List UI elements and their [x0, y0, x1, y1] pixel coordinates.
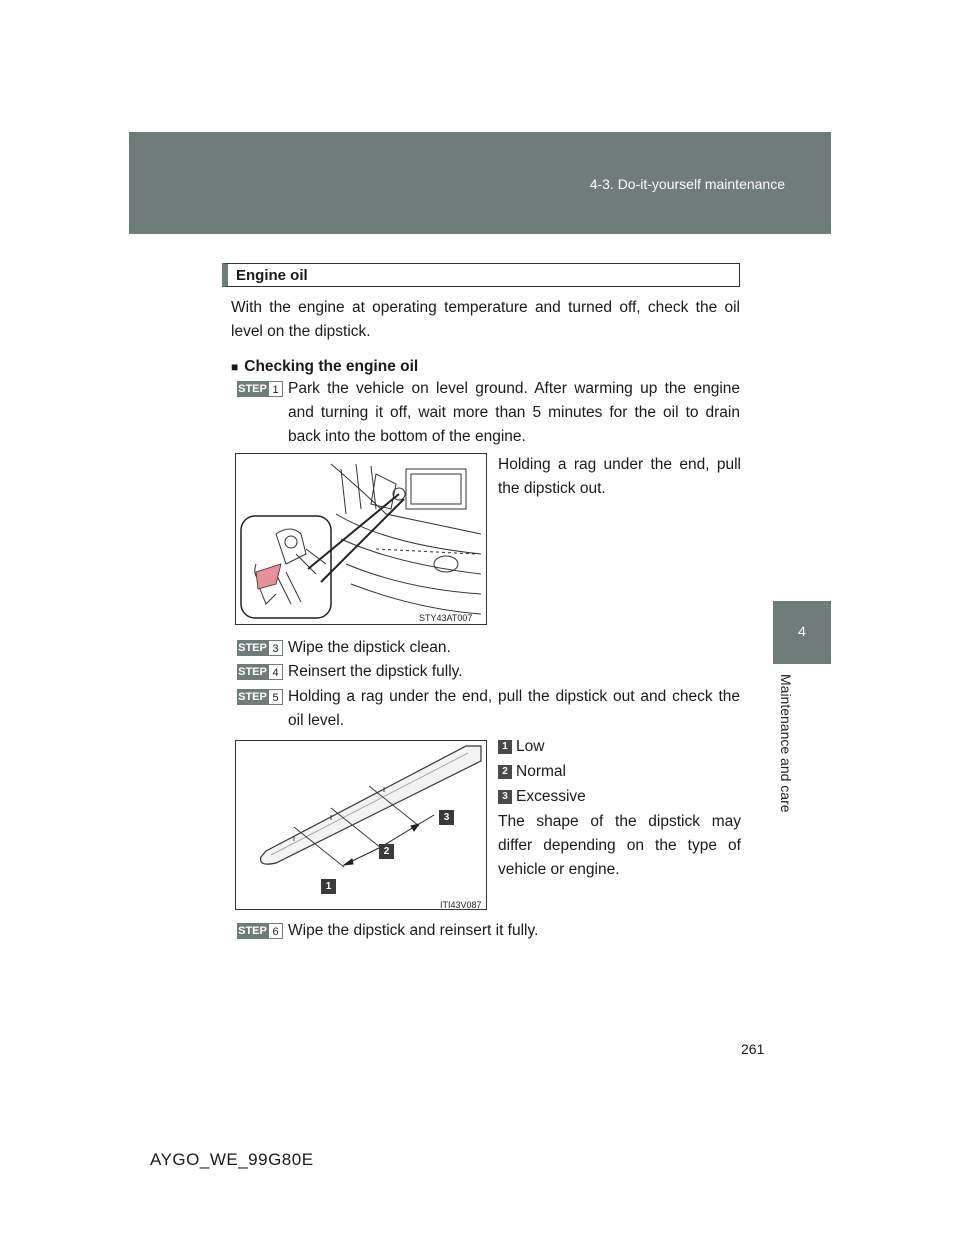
chapter-number: 4 [798, 623, 806, 639]
step-number: 3 [268, 640, 283, 656]
intro-paragraph: With the engine at operating temperature and turned off, check the oil level on the dipstick. [231, 299, 740, 340]
legend-label: Low [516, 738, 545, 755]
step-badge-5 [237, 689, 283, 705]
legend-number: 1 [498, 740, 512, 754]
header-band [129, 132, 831, 234]
chapter-caption-vertical [778, 674, 806, 844]
step-word: STEP [238, 666, 267, 678]
legend-item-excessive [498, 785, 586, 809]
engine-illustration [235, 453, 487, 625]
legend-item-normal [498, 760, 566, 784]
step-6-text: Wipe the dipstick and reinsert it fully. [288, 922, 539, 939]
step-badge-6 [237, 923, 283, 939]
step-number: 1 [268, 381, 283, 397]
section-title-box [222, 263, 740, 287]
dipstick-drawing [236, 741, 486, 909]
step-word: STEP [238, 925, 267, 937]
step-4-text: Reinsert the dipstick fully. [288, 663, 463, 680]
step-badge-3 [237, 640, 283, 656]
step-5-text: Holding a rag under the end, pull the dipstick out and check the oil level. [288, 688, 740, 729]
subheading [231, 358, 418, 376]
dipstick-shape-note: The shape of the dipstick may differ depending on the type of vehicle or engine. [498, 813, 741, 878]
figure-marker-1: 1 [321, 879, 336, 894]
step-1-text: Park the vehicle on level ground. After warming up the engine and turning it off, wait more than 5 minutes for the oil to drain back into the bottom of the engine. [288, 380, 740, 445]
step-number: 4 [268, 664, 283, 680]
figure-code: ITI43V087 [440, 900, 482, 910]
legend-label: Normal [516, 763, 566, 780]
legend-label: Excessive [516, 788, 586, 805]
chapter-section-label: 4-3. Do-it-yourself maintenance [589, 176, 785, 192]
step-number: 6 [268, 923, 283, 939]
step-number: 5 [268, 689, 283, 705]
step-badge-4 [237, 664, 283, 680]
document-code: AYGO_WE_99G80E [150, 1150, 314, 1169]
legend-item-low [498, 735, 544, 759]
square-bullet-icon: ■ [231, 360, 239, 374]
subheading-text: Checking the engine oil [244, 358, 419, 375]
chapter-caption: Maintenance and care [778, 674, 794, 813]
figure-code: STY43AT007 [419, 613, 473, 623]
chapter-tab [773, 601, 831, 664]
page-number: 261 [741, 1041, 765, 1057]
section-title: Engine oil [236, 267, 308, 284]
step-3-text: Wipe the dipstick clean. [288, 639, 451, 656]
figure-marker-3: 3 [439, 810, 454, 825]
step-word: STEP [238, 642, 267, 654]
step-2-text: Holding a rag under the end, pull the dipstick out. [498, 456, 741, 497]
dipstick-illustration [235, 740, 487, 910]
step-badge-1 [237, 381, 283, 397]
step-word: STEP [238, 383, 267, 395]
legend-number: 2 [498, 765, 512, 779]
engine-drawing [236, 454, 486, 624]
figure-marker-2: 2 [379, 844, 394, 859]
legend-number: 3 [498, 790, 512, 804]
step-word: STEP [238, 691, 267, 703]
